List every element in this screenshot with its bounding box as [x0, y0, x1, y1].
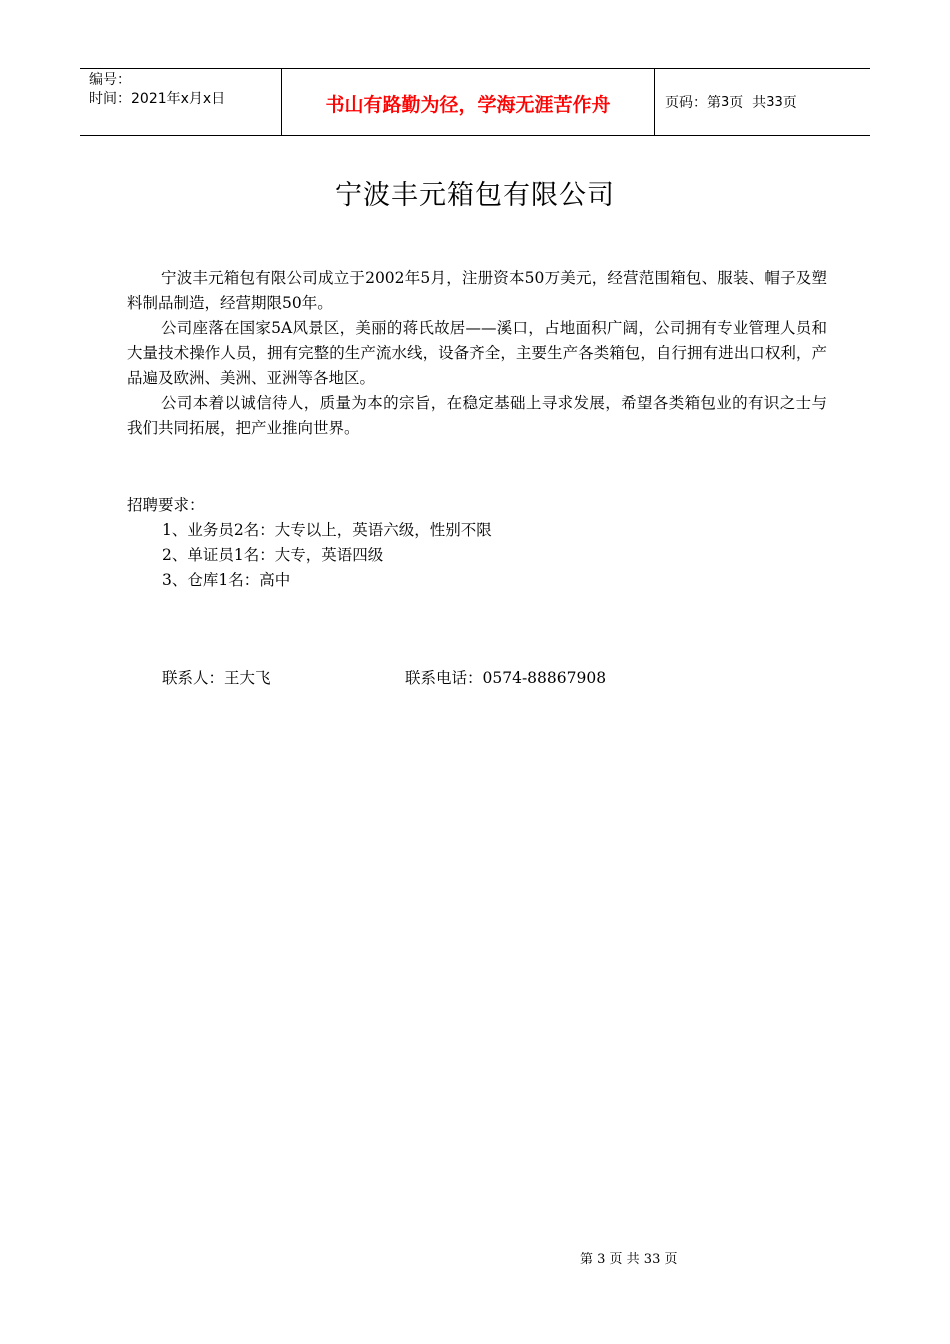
requirement-item: 3、仓库1名：高中: [162, 571, 291, 589]
page-label-suffix: 页: [782, 95, 797, 111]
page-label-mid: 页 共: [729, 95, 767, 111]
document-title: 宁波丰元箱包有限公司: [335, 180, 615, 211]
page-footer: 第 3 页 共 33 页: [580, 1252, 678, 1267]
intro-paragraph: 宁波丰元箱包有限公司成立于2002年5月，注册资本50万美元，经营范围箱包、服装、帽子及塑料制品制造，经营期限50年。: [127, 269, 827, 312]
page-total: 33: [766, 94, 783, 110]
header-page-info: [655, 69, 870, 135]
mission-paragraph: 公司本着以诚信待人，质量为本的宗旨，在稳定基础上寻求发展，希望各类箱包业的有识之士与我们共同拓展，把产业推向世界。: [127, 394, 827, 437]
page-current: 3: [721, 94, 730, 110]
header-meta-cell: [80, 69, 282, 135]
contact-person: 联系人：王大飞: [162, 669, 271, 687]
contact-line: [127, 666, 827, 691]
requirement-item: 1、业务员2名：大专以上，英语六级，性别不限: [162, 521, 492, 539]
contact-phone: 联系电话：0574-88867908: [405, 669, 607, 687]
requirements-title: 招聘要求：: [127, 496, 205, 514]
page-header: [80, 68, 870, 136]
header-motto: 书山有路勤为径，学海无涯苦作舟: [282, 69, 655, 135]
number-label: 编号：: [89, 72, 131, 88]
location-paragraph: 公司座落在国家5A风景区，美丽的蒋氏故居——溪口，占地面积广阔，公司拥有专业管理人员和大量技术操作人员，拥有完整的生产流水线，设备齐全，主要生产各类箱包，自行拥有进出口权利，产品遍及欧洲、美洲、亚洲等各地区。: [127, 319, 827, 387]
document-body: [127, 266, 827, 691]
page-label-prefix: 页码：第: [665, 95, 721, 111]
requirement-item: 2、单证员1名：大专，英语四级: [162, 546, 384, 564]
time-label: 时间：2021年x月x日: [89, 91, 226, 107]
